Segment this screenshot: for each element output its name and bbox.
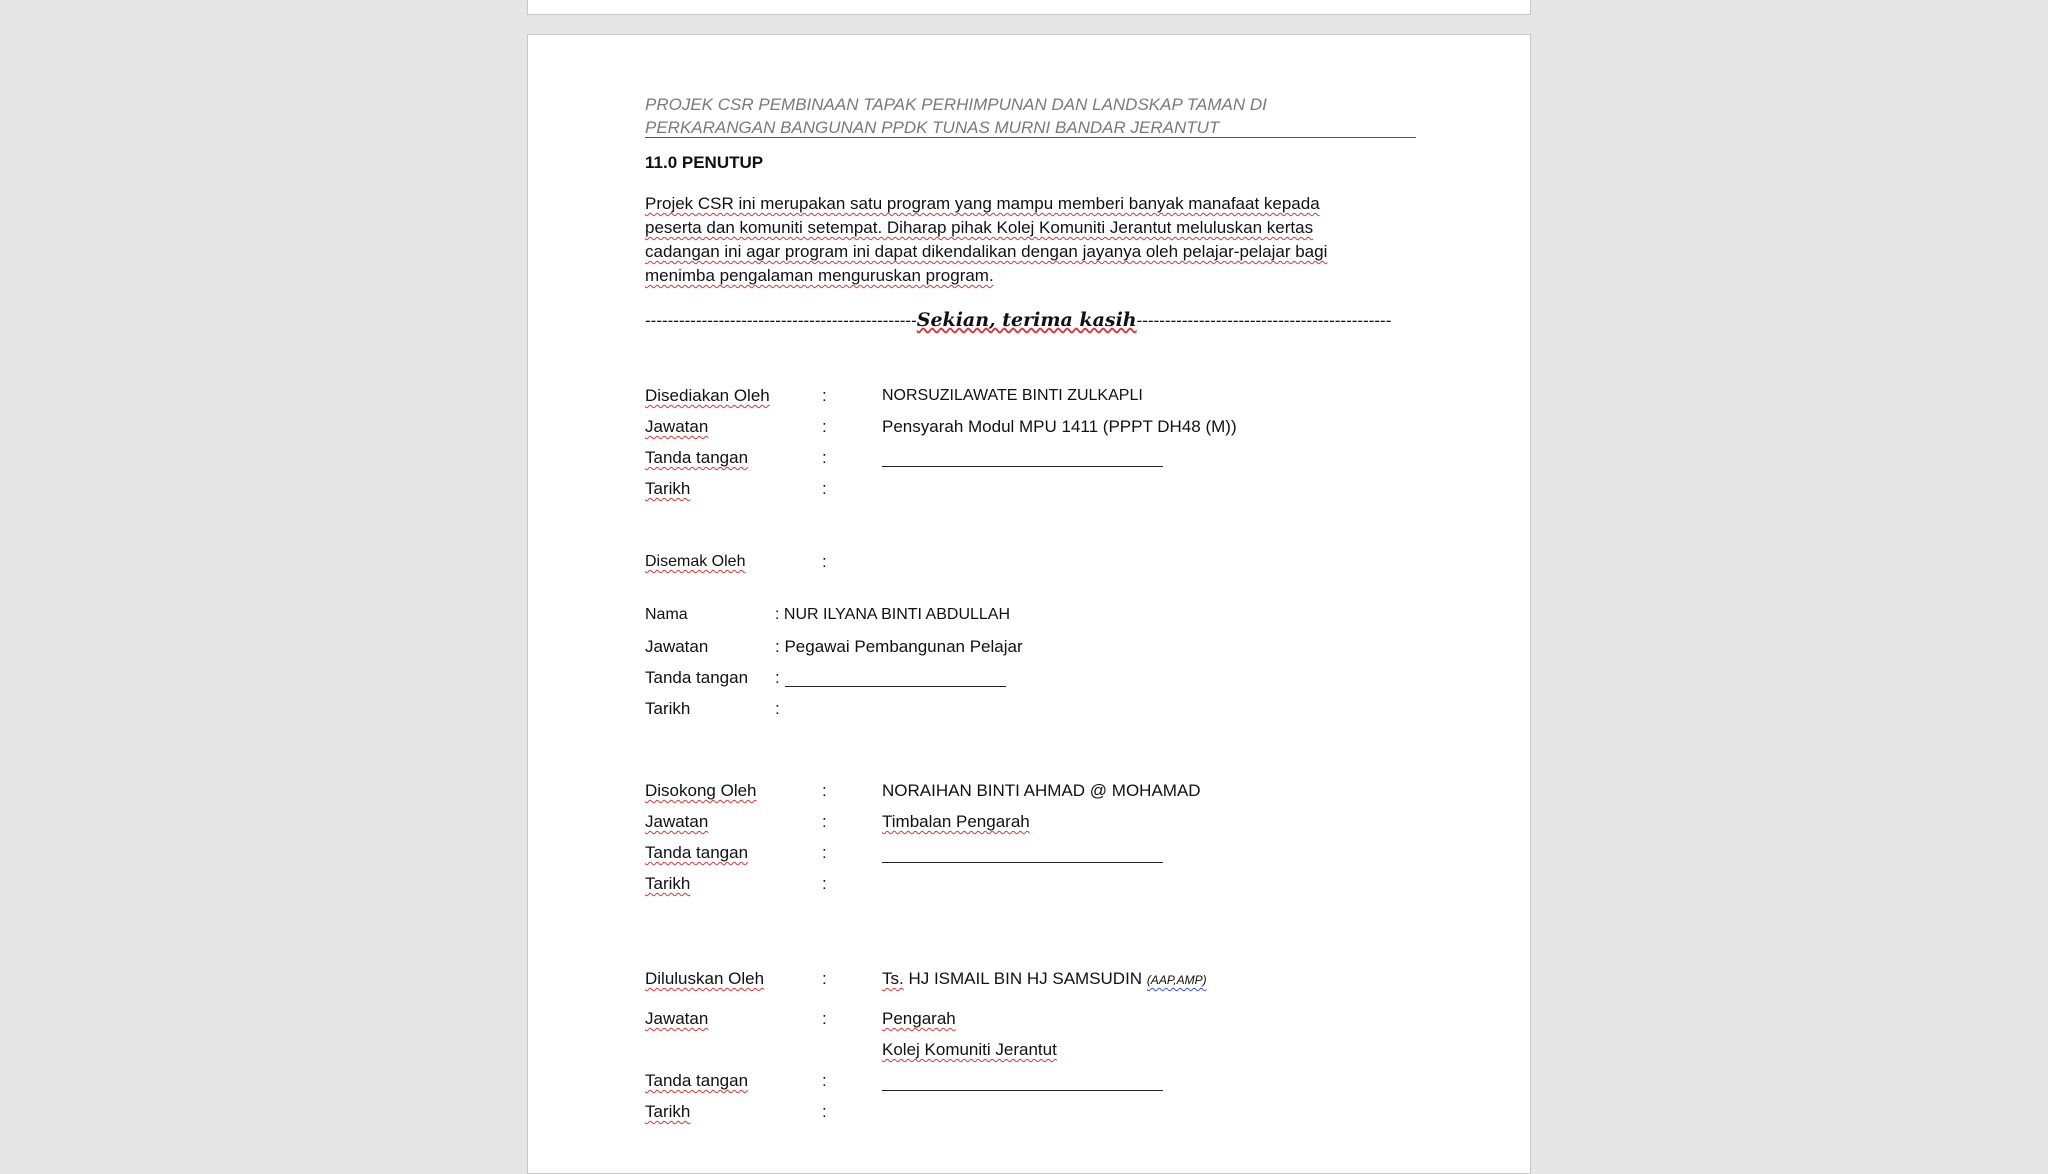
disokong-jawatan-label: Jawatan — [645, 812, 709, 831]
disediakan-tanda-label: Tanda tangan — [645, 448, 749, 467]
diluluskan-name — [882, 969, 1207, 989]
diluluskan-colon: : — [822, 969, 827, 988]
previous-page — [527, 0, 1531, 15]
diluluskan-tarikh-label: Tarikh — [645, 1102, 691, 1121]
disediakan-tanda-colon: : — [822, 448, 827, 467]
diluluskan-name-prefix: Ts. — [882, 969, 904, 988]
diluluskan-tarikh-colon: : — [822, 1102, 827, 1121]
diluluskan-jawatan-colon: : — [822, 1009, 827, 1028]
disediakan-tarikh-label: Tarikh — [645, 479, 691, 498]
closing-text: Sekian, terima kasih — [916, 309, 1137, 331]
disokong-name: NORAIHAN BINTI AHMAD @ MOHAMAD — [882, 781, 1201, 800]
disediakan-label: Disediakan Oleh — [645, 386, 770, 405]
closing-line — [645, 309, 1391, 331]
disemak-jawatan-label: Jawatan — [645, 637, 709, 656]
disokong-tarikh-colon: : — [822, 874, 827, 893]
section-title: 11.0 PENUTUP — [645, 153, 764, 172]
disemak-colon: : — [822, 552, 827, 571]
disemak-tanda-colon: : — [775, 668, 780, 687]
closing-dashes-left: ------------------------------------------------ — [645, 311, 917, 330]
closing-dashes-right: --------------------------------------------- — [1136, 311, 1392, 330]
paragraph-line-3: cadangan ini agar program ini dapat dikendalikan dengan jayanya oleh pelajar-pelajar bagi — [645, 242, 1328, 261]
disokong-jawatan-value: Timbalan Pengarah — [882, 812, 1030, 831]
diluluskan-jawatan-value2: Kolej Komuniti Jerantut — [882, 1040, 1057, 1059]
diluluskan-label: Diluluskan Oleh — [645, 969, 765, 988]
disemak-tanda-label: Tanda tangan — [645, 668, 749, 687]
disediakan-jawatan-colon: : — [822, 417, 827, 436]
disokong-tarikh-label: Tarikh — [645, 874, 691, 893]
paragraph-line-4 — [645, 264, 994, 288]
disemak-tarikh-label: Tarikh — [645, 699, 691, 718]
disokong-colon: : — [822, 781, 827, 800]
diluluskan-jawatan-label: Jawatan — [645, 1009, 709, 1028]
disokong-label: Disokong Oleh — [645, 781, 757, 800]
disokong-tanda-label: Tanda tangan — [645, 843, 749, 862]
diluluskan-tanda-label: Tanda tangan — [645, 1071, 749, 1090]
disemak-nama-label: Nama — [645, 606, 688, 623]
diluluskan-tanda-colon: : — [822, 1071, 827, 1090]
paragraph-line-4-text: menimba pengalaman menguruskan program. — [645, 266, 994, 285]
running-header-line1: PROJEK CSR PEMBINAAN TAPAK PERHIMPUNAN DAN LANDSKAP TAMAN DI — [645, 95, 1267, 114]
disediakan-signature-line — [882, 466, 1163, 467]
diluluskan-name-suffix: (AAP,AMP) — [1146, 973, 1207, 987]
paragraph-line-1: Projek CSR ini merupakan satu program yang mampu memberi banyak manafaat kepada — [645, 194, 1320, 213]
disemak-tarikh-colon: : — [775, 699, 780, 718]
disemak-signature-line — [785, 686, 1006, 687]
diluluskan-signature-line — [882, 1090, 1163, 1091]
disemak-nama-value: : NUR ILYANA BINTI ABDULLAH — [775, 606, 1011, 623]
disokong-signature-line — [882, 862, 1163, 863]
disokong-tanda-colon: : — [822, 843, 827, 862]
running-header-line2: PERKARANGAN BANGUNAN PPDK TUNAS MURNI BANDAR JERANTUT — [645, 118, 1220, 137]
disemak-label: Disemak Oleh — [645, 553, 746, 570]
header-rule — [645, 137, 1416, 138]
disediakan-jawatan-label: Jawatan — [645, 417, 709, 436]
disemak-jawatan-value: : Pegawai Pembangunan Pelajar — [775, 637, 1023, 656]
document-page[interactable] — [527, 34, 1531, 1174]
disediakan-name: NORSUZILAWATE BINTI ZULKAPLI — [882, 387, 1143, 404]
paragraph-line-2: peserta dan komuniti setempat. Diharap pihak Kolej Komuniti Jerantut meluluskan kertas — [645, 218, 1314, 237]
disokong-jawatan-colon: : — [822, 812, 827, 831]
disediakan-colon: : — [822, 386, 827, 405]
diluluskan-jawatan-value1: Pengarah — [882, 1009, 956, 1028]
disediakan-tarikh-colon: : — [822, 479, 827, 498]
disediakan-jawatan-value: Pensyarah Modul MPU 1411 (PPPT DH48 (M)) — [882, 417, 1237, 436]
diluluskan-name-main: HJ ISMAIL BIN HJ SAMSUDIN — [903, 969, 1147, 988]
